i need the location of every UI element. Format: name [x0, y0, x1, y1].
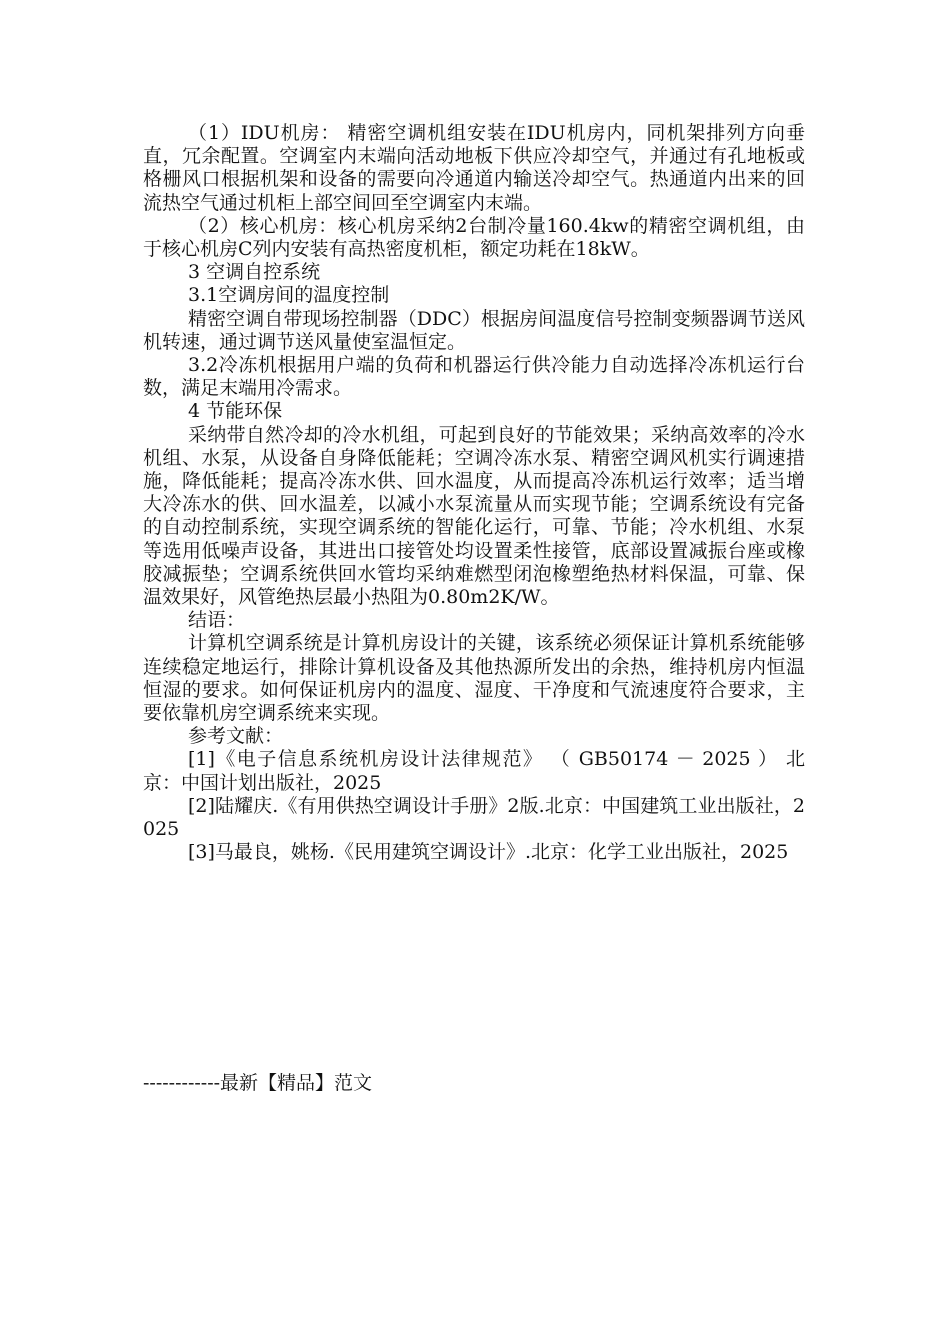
subsection-heading-3-1: 3.1空调房间的温度控制: [188, 284, 390, 307]
paragraph-core-room: （2）核心机房：核心机房采纳2台制冷量160.4kw的精密空调机组，由于核心机房C列内安装有高热密度机柜，额定功耗在18kW。: [143, 214, 805, 261]
paragraph-temperature-control: 精密空调自带现场控制器（DDC）根据房间温度信号控制变频器调节送风机转速，通过调节送风量使室温恒定。: [143, 307, 805, 353]
reference-item: [2]陆耀庆.《有用供热空调设计手册》2版.北京：中国建筑工业出版社，2025: [143, 794, 805, 841]
section-heading-3: 3 空调自控系统: [188, 261, 321, 284]
document-body: [143, 122, 805, 865]
paragraph-chiller-control: 3.2冷冻机根据用户端的负荷和机器运行供冷能力自动选择冷冻机运行台数，满足末端用冷需求。: [143, 354, 805, 400]
section-heading-4: 4 节能环保: [188, 400, 283, 423]
references-heading: 参考文献：: [188, 725, 284, 748]
paragraph-idu-room: （1）IDU机房： 精密空调机组安装在IDU机房内，同机架排列方向垂直，冗余配置。空调室内末端向活动地板下供应冷却空气，并通过有孔地板或格栅风口根据机架和设备的需要向冷通道内输送冷却空气。热通道内出来的回流热空气通过机柜上部空间回至空调室内末端。: [143, 122, 805, 214]
reference-item: [1]《电子信息系统机房设计法律规范》 （ GB50174 － 2025 ） 北京：中国计划出版社，2025: [143, 748, 805, 794]
page-footer: ------------最新【精品】范文: [143, 1072, 373, 1094]
paragraph-conclusion: 计算机空调系统是计算机房设计的关键，该系统必须保证计算机系统能够连续稳定地运行，排除计算机设备及其他热源所发出的余热，维持机房内恒温恒湿的要求。如何保证机房内的温度、湿度、干净度和气流速度符合要求，主要依靠机房空调系统来实现。: [143, 632, 805, 725]
conclusion-heading: 结语：: [188, 609, 246, 632]
paragraph-energy-saving: 采纳带自然冷却的冷水机组，可起到良好的节能效果；采纳高效率的冷水机组、水泵，从设备自身降低能耗；空调冷冻水泵、精密空调风机实行调速措施，降低能耗；提高冷冻水供、回水温度，从而提高冷冻机运行效率；适当增大冷冻水的供、回水温差，以减小水泵流量从而实现节能；空调系统设有完备的自动控制系统，实现空调系统的智能化运行，可靠、节能；冷水机组、水泵等选用低噪声设备，其进出口接管处均设置柔性接管，底部设置减振台座或橡胶减振垫；空调系统供回水管均采纳难燃型闭泡橡塑绝热材料保温，可靠、保温效果好，风管绝热层最小热阻为0.80m2K/W。: [143, 423, 805, 609]
reference-item: [3]马最良，姚杨.《民用建筑空调设计》.北京：化学工业出版社，2025: [188, 841, 789, 864]
